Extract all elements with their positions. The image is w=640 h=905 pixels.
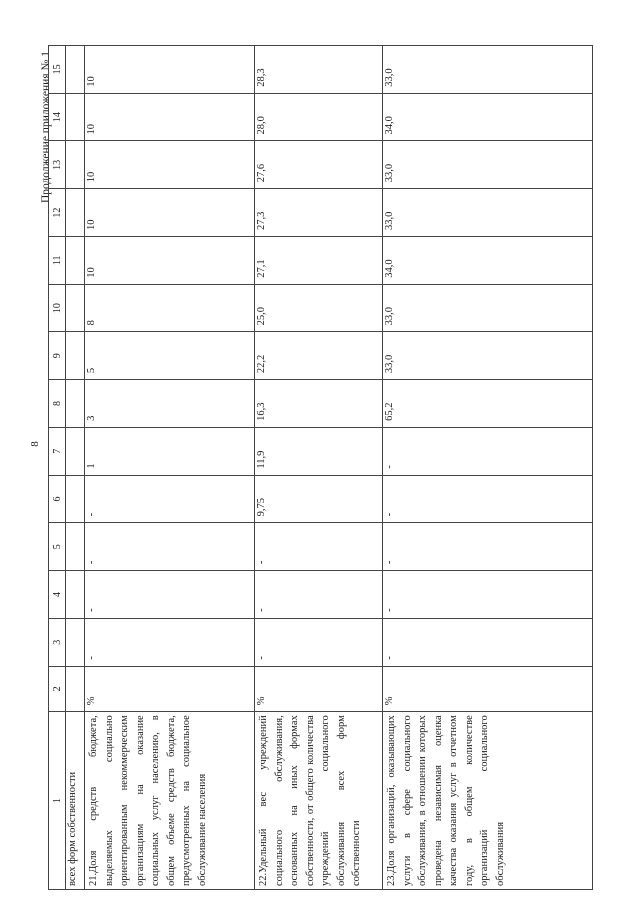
value-cell: -	[383, 427, 593, 475]
col-header: 1	[49, 712, 66, 890]
table-row	[383, 46, 593, 890]
value-cell: 22,2	[255, 332, 383, 380]
col-header: 5	[49, 523, 66, 571]
col-header: 2	[49, 666, 66, 712]
indicators-table	[48, 45, 593, 890]
value-cell: -	[85, 571, 255, 619]
value-cell: -	[383, 475, 593, 523]
value-cell: -	[383, 571, 593, 619]
indicator-label: 22.Удельный вес учреждений социального обслуживания, основанных на иных формах собственности, от общего количества учреждений социального обслуживания всех форм собственности	[255, 712, 383, 890]
value-cell: 28,3	[255, 46, 383, 94]
value-cell: 65,2	[383, 380, 593, 428]
value-cell: 10	[85, 189, 255, 237]
section-label: всех форм собственности	[66, 712, 85, 890]
indicator-label: 21.Доля средств бюджета, выделяемых социально ориентированным некоммерческим организациям на оказание социальных услуг населению, в общем объеме средств бюджета, предусмотренных на социальное обслуживание населения	[85, 712, 255, 890]
value-cell: 1	[85, 427, 255, 475]
page-number: 8	[29, 441, 41, 447]
value-cell: 10	[85, 93, 255, 141]
value-cell: 10	[85, 236, 255, 284]
table-row	[255, 46, 383, 890]
section-row	[66, 46, 85, 890]
value-cell: 27,6	[255, 141, 383, 189]
value-cell: 33,0	[383, 332, 593, 380]
value-cell: 34,0	[383, 93, 593, 141]
table-row	[85, 46, 255, 890]
rotated-table-frame	[48, 45, 593, 890]
value-cell: 33,0	[383, 189, 593, 237]
value-cell: 25,0	[255, 284, 383, 332]
value-cell: 11,9	[255, 427, 383, 475]
col-header: 15	[49, 46, 66, 94]
col-header: 14	[49, 93, 66, 141]
header-row	[49, 46, 66, 890]
value-cell: 10	[85, 46, 255, 94]
value-cell: 27,1	[255, 236, 383, 284]
table-wrap	[48, 45, 593, 890]
col-header: 13	[49, 141, 66, 189]
col-header: 10	[49, 284, 66, 332]
value-cell: 10	[85, 141, 255, 189]
col-header: 8	[49, 380, 66, 428]
unit-cell: %	[255, 666, 383, 712]
value-cell: -	[383, 523, 593, 571]
value-cell: 3	[85, 380, 255, 428]
value-cell: 33,0	[383, 46, 593, 94]
value-cell: -	[255, 618, 383, 666]
col-header: 4	[49, 571, 66, 619]
value-cell: -	[85, 618, 255, 666]
col-header: 6	[49, 475, 66, 523]
value-cell: -	[255, 571, 383, 619]
value-cell: 9,75	[255, 475, 383, 523]
value-cell: 34,0	[383, 236, 593, 284]
unit-cell: %	[383, 666, 593, 712]
indicator-label: 23.Доля организаций, оказывающих услуги в сфере социального обслуживания, в отношении которых проведена независимая оценка качества оказания услуг в отчетном году, в общем количестве организаций социального обслуживания	[383, 712, 593, 890]
col-header: 7	[49, 427, 66, 475]
value-cell: 5	[85, 332, 255, 380]
value-cell: 16,3	[255, 380, 383, 428]
continuation-label: Продолжение приложения № 1	[40, 50, 52, 204]
value-cell: -	[85, 523, 255, 571]
col-header: 3	[49, 618, 66, 666]
value-cell: 33,0	[383, 141, 593, 189]
unit-cell: %	[85, 666, 255, 712]
value-cell: 8	[85, 284, 255, 332]
value-cell: -	[255, 523, 383, 571]
value-cell: 33,0	[383, 284, 593, 332]
col-header: 11	[49, 236, 66, 284]
value-cell: -	[85, 475, 255, 523]
value-cell: 27,3	[255, 189, 383, 237]
value-cell: -	[383, 618, 593, 666]
value-cell: 28,0	[255, 93, 383, 141]
col-header: 9	[49, 332, 66, 380]
col-header: 12	[49, 189, 66, 237]
